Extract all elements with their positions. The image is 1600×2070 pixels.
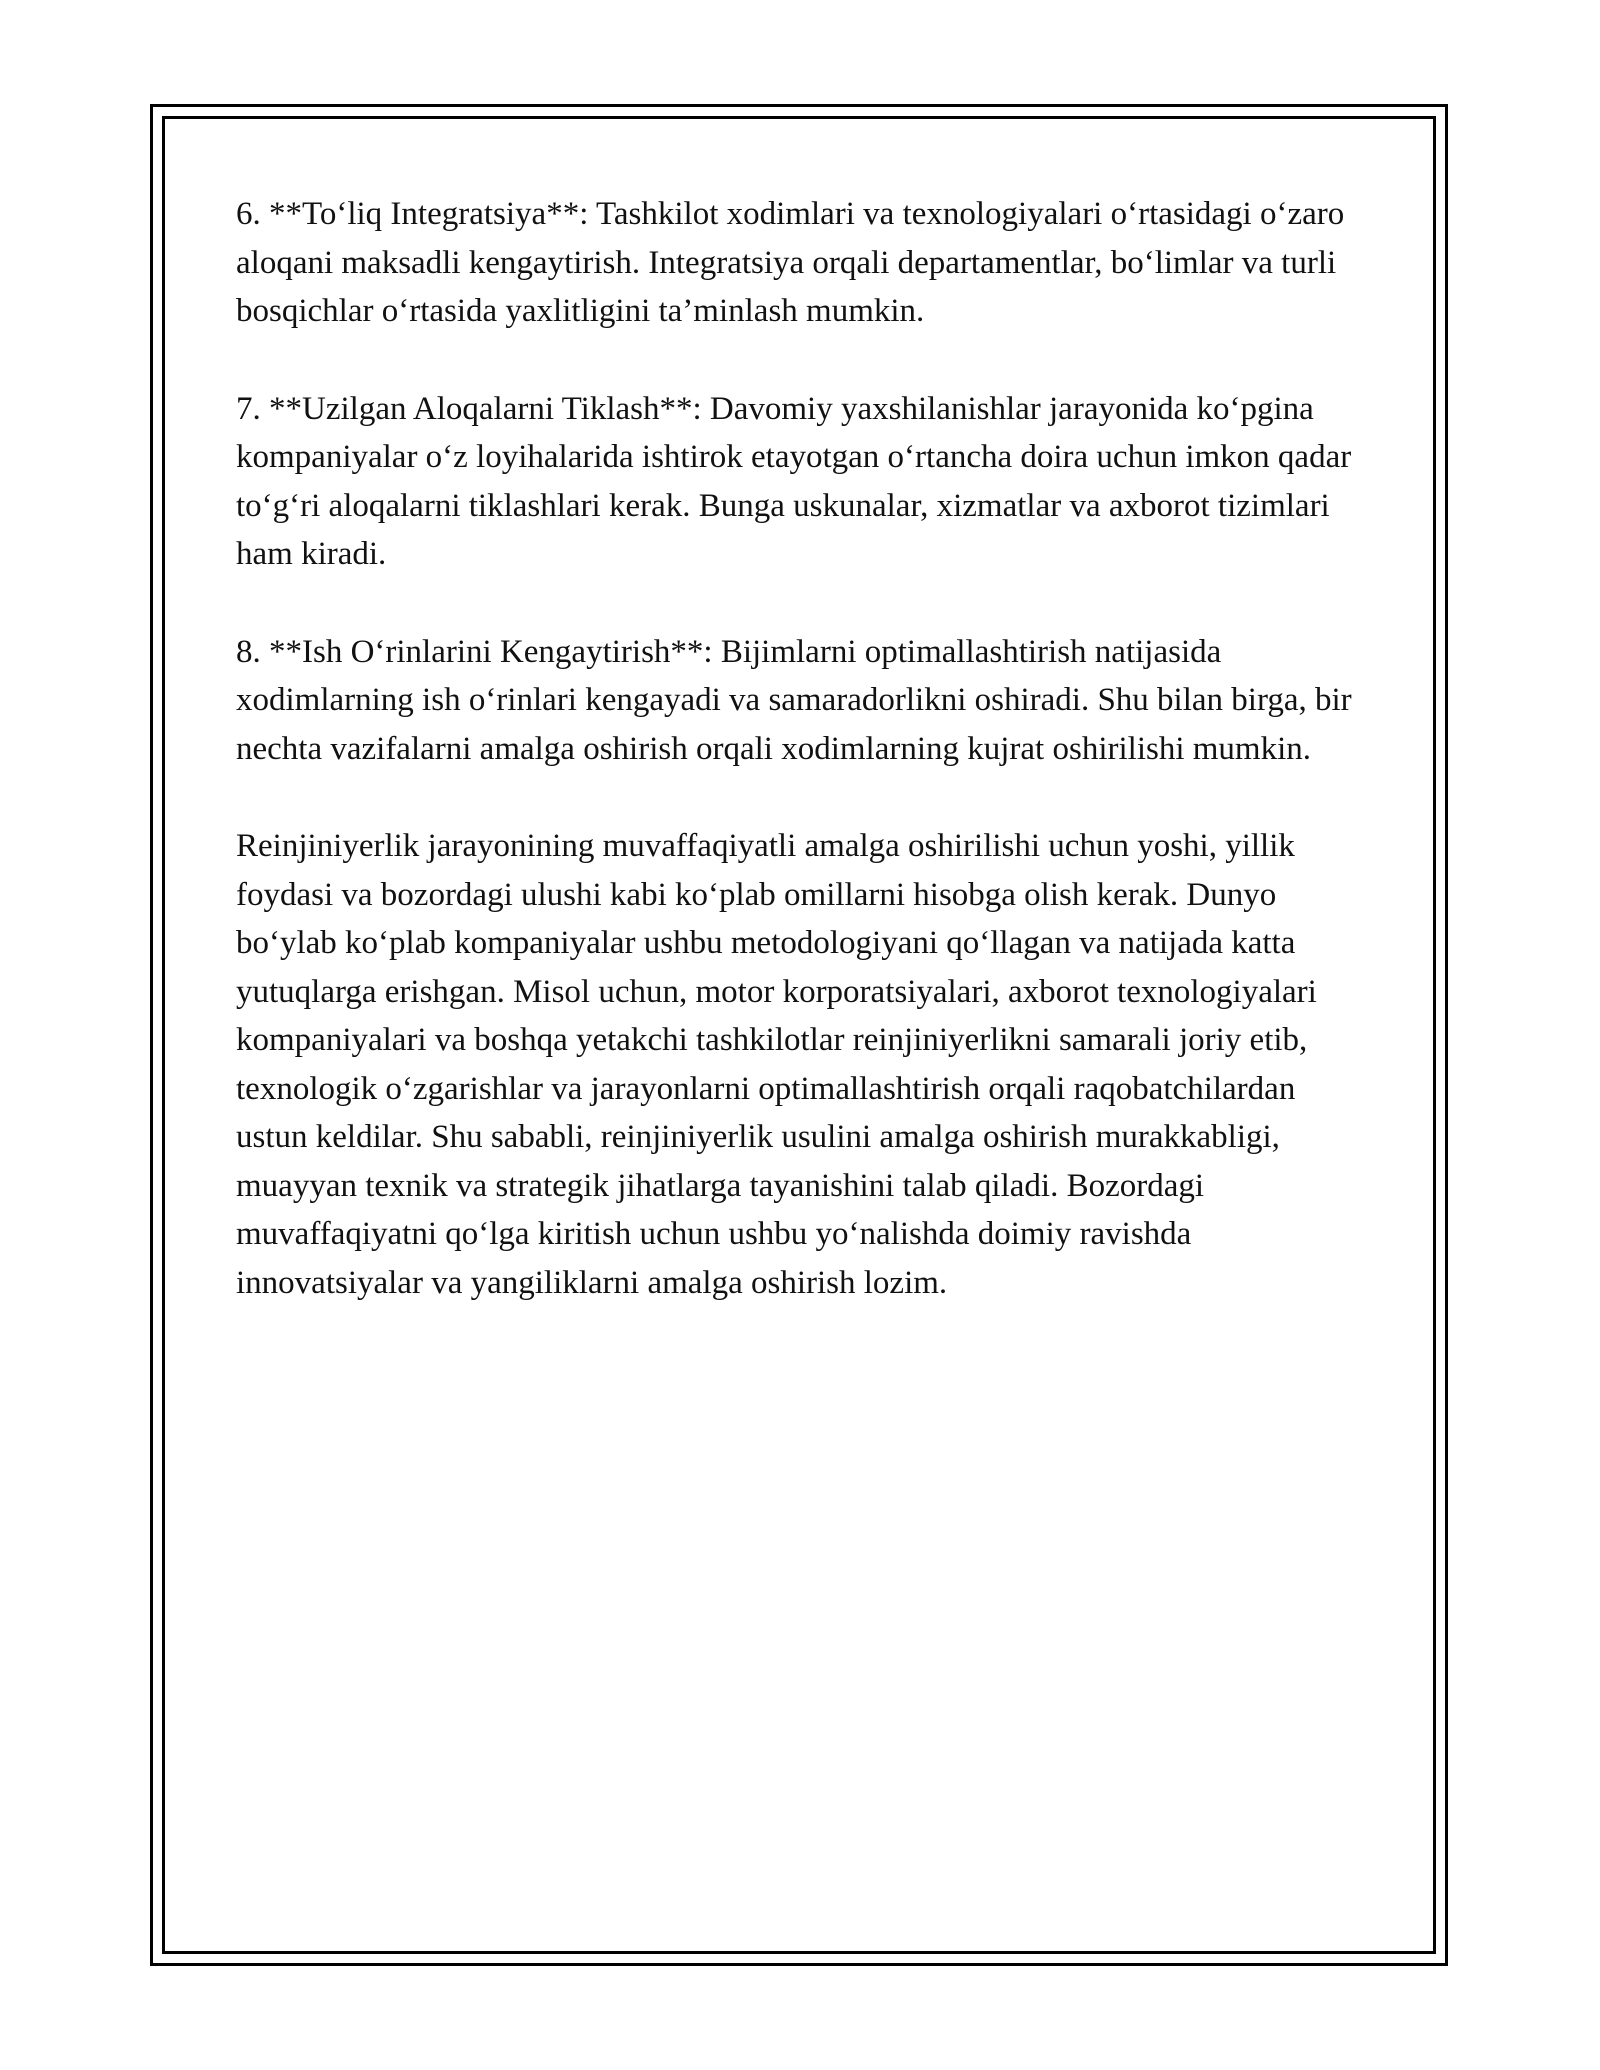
paragraph-item-8: 8. **Ish O‘rinlarini Kengaytirish**: Bijimlarni optimallashtirish natijasida xodimlarning ish o‘rinlari kengayadi va samaradorlikni oshiradi. Shu bilan birga, bir nechta vazifalarni amalga oshirish orqali xodimlarning kujrat oshirilishi mumkin. [236, 633, 1352, 767]
paragraph-item-7: 7. **Uzilgan Aloqalarni Tiklash**: Davomiy yaxshilanishlar jarayonida ko‘pgina kompaniyalar o‘z loyihalarida ishtirok etayotgan o‘rtancha doira uchun imkon qadar to‘g‘ri aloqalarni tiklashlari kerak. Bunga uskunalar, xizmatlar va axborot tizimlari ham kiradi. [236, 390, 1352, 572]
paragraph-item-6: 6. **To‘liq Integratsiya**: Tashkilot xodimlari va texnologiyalari o‘rtasidagi o‘zaro aloqani maksadli kengaytirish. Integratsiya orqali departamentlar, bo‘limlar va turli bosqichlar o‘rtasida yaxlitligini ta’minlash mumkin. [236, 196, 1345, 329]
document-body [236, 190, 1366, 1356]
paragraph-conclusion: Reinjiniyerlik jarayonining muvaffaqiyatli amalga oshirilishi uchun yoshi, yillik foydasi va bozordagi ulushi kabi ko‘plab omillarni hisobga olish kerak. Dunyo bo‘ylab ko‘plab kompaniyalar ushbu metodologiyani qo‘llagan va natijada katta yutuqlarga erishgan. Misol uchun, motor korporatsiyalari, axborot texnologiyalari kompaniyalari va boshqa yetakchi tashkilotlar reinjiniyerlikni samarali joriy etib, texnologik o‘zgarishlar va jarayonlarni optimallashtirish orqali raqobatchilardan ustun keldilar. Shu sababli, reinjiniyerlik usulini amalga oshirish murakkabligi, muayyan texnik va strategik jihatlarga tayanishini talab qiladi. Bozordagi muvaffaqiyatni qo‘lga kiritish uchun ushbu yo‘nalishda doimiy ravishda innovatsiyalar va yangiliklarni amalga oshirish lozim. [236, 828, 1317, 1301]
